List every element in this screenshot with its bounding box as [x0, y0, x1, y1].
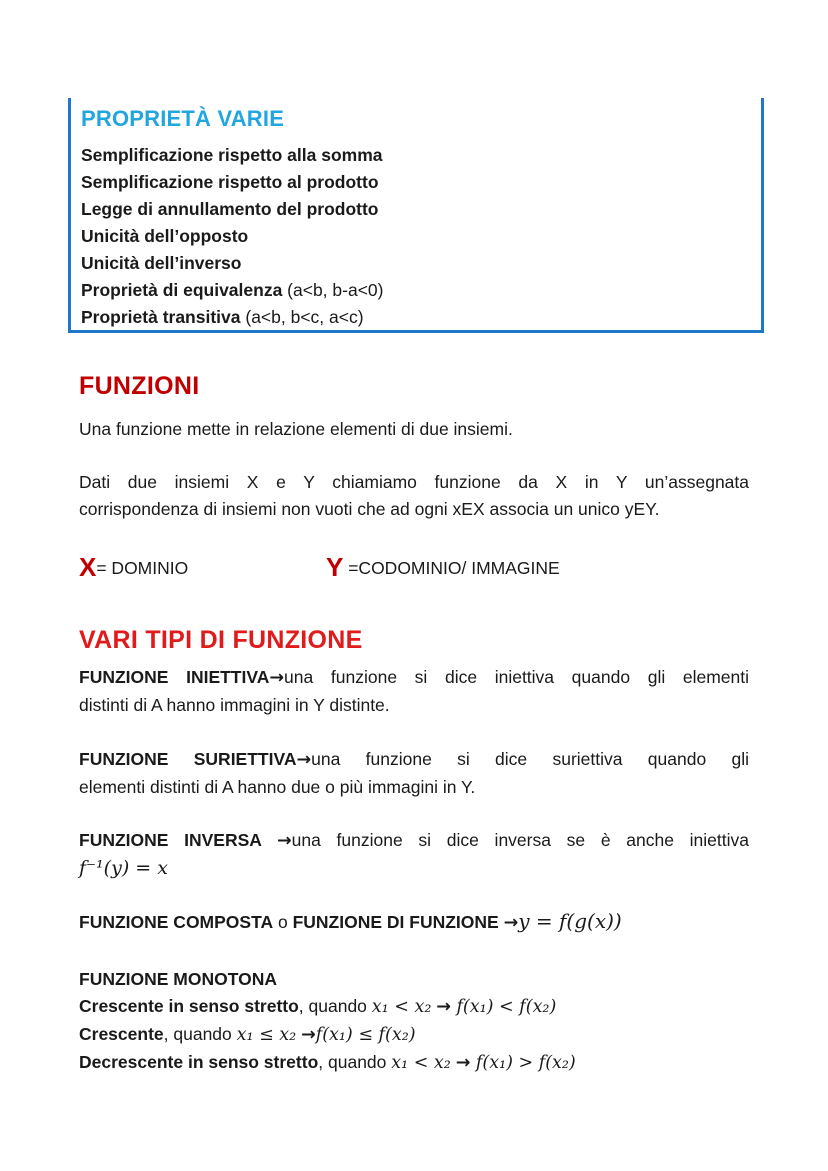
funzioni-intro: Una funzione mette in relazione elementi di due insiemi.	[79, 419, 513, 439]
inversa-formula: f⁻¹(y) = x	[79, 857, 168, 879]
funzioni-definition: Dati due insiemi X e Y chiamiamo funzione da X in Y un’assegnata corrispondenza di insiemi non vuoti che ad ogni xEX associa un unico yEY.	[79, 472, 749, 519]
inversa-paragraph: FUNZIONE INVERSA →una funzione si dice inversa se è anche iniettiva f⁻¹(y) = x	[79, 827, 749, 882]
property-item: Unicità dell’opposto	[81, 226, 249, 246]
codomain-label: Y =CODOMINIO/ IMMAGINE	[326, 552, 560, 582]
property-item: Unicità dell’inverso	[81, 253, 242, 273]
arrow-icon: →	[301, 1025, 316, 1045]
arrow-icon: →	[436, 997, 451, 1017]
composta-formula: y = f(g(x))	[518, 909, 622, 933]
iniettiva-paragraph: FUNZIONE INIETTIVA→una funzione si dice iniettiva quando gli elementi distinti di A hanno immagini in Y distinte.	[79, 667, 749, 715]
property-item: Semplificazione rispetto al prodotto	[81, 172, 379, 192]
domain-label: X= DOMINIO	[79, 552, 189, 582]
property-item: Semplificazione rispetto alla somma	[81, 145, 383, 165]
monotona-row: Crescente, quando x₁ ≤ x₂ →f(x₁) ≤ f(x₂)	[79, 1024, 416, 1045]
tipi-heading: VARI TIPI DI FUNZIONE	[79, 626, 363, 654]
properties-list	[81, 142, 383, 331]
monotona-row: Decrescente in senso stretto, quando x₁ < x₂ → f(x₁) > f(x₂)	[79, 1052, 576, 1073]
composta-paragraph: FUNZIONE COMPOSTA o FUNZIONE DI FUNZIONE →y = f(g(x))	[79, 909, 622, 933]
arrow-icon: →	[276, 831, 292, 851]
property-item: Proprietà di equivalenza (a<b, b-a<0)	[81, 280, 384, 300]
arrow-icon: →	[269, 668, 285, 688]
suriettiva-paragraph: FUNZIONE SURIETTIVA→una funzione si dice suriettiva quando gli elementi distinti di A hanno due o più immagini in Y.	[79, 749, 749, 797]
monotona-row: Crescente in senso stretto, quando x₁ < x₂ → f(x₁) < f(x₂)	[79, 996, 557, 1017]
property-item: Legge di annullamento del prodotto	[81, 199, 379, 219]
property-item: Proprietà transitiva (a<b, b<c, a<c)	[81, 307, 364, 327]
monotona-section: FUNZIONE MONOTONA Crescente in senso stretto, quando x₁ < x₂ → f(x₁) < f(x₂) Crescente, quando x₁ ≤ x₂ →f(x₁) ≤ f(x₂) Decrescente in senso stretto, quando x₁ < x₂ → f(x₁) > f(x₂)	[79, 966, 749, 1077]
arrow-icon: →	[296, 750, 312, 770]
arrow-icon: →	[503, 913, 519, 933]
properties-title: PROPRIETÀ VARIE	[81, 106, 285, 131]
properties-box	[68, 98, 764, 333]
funzioni-heading: FUNZIONI	[79, 372, 200, 400]
arrow-icon: →	[455, 1053, 471, 1073]
